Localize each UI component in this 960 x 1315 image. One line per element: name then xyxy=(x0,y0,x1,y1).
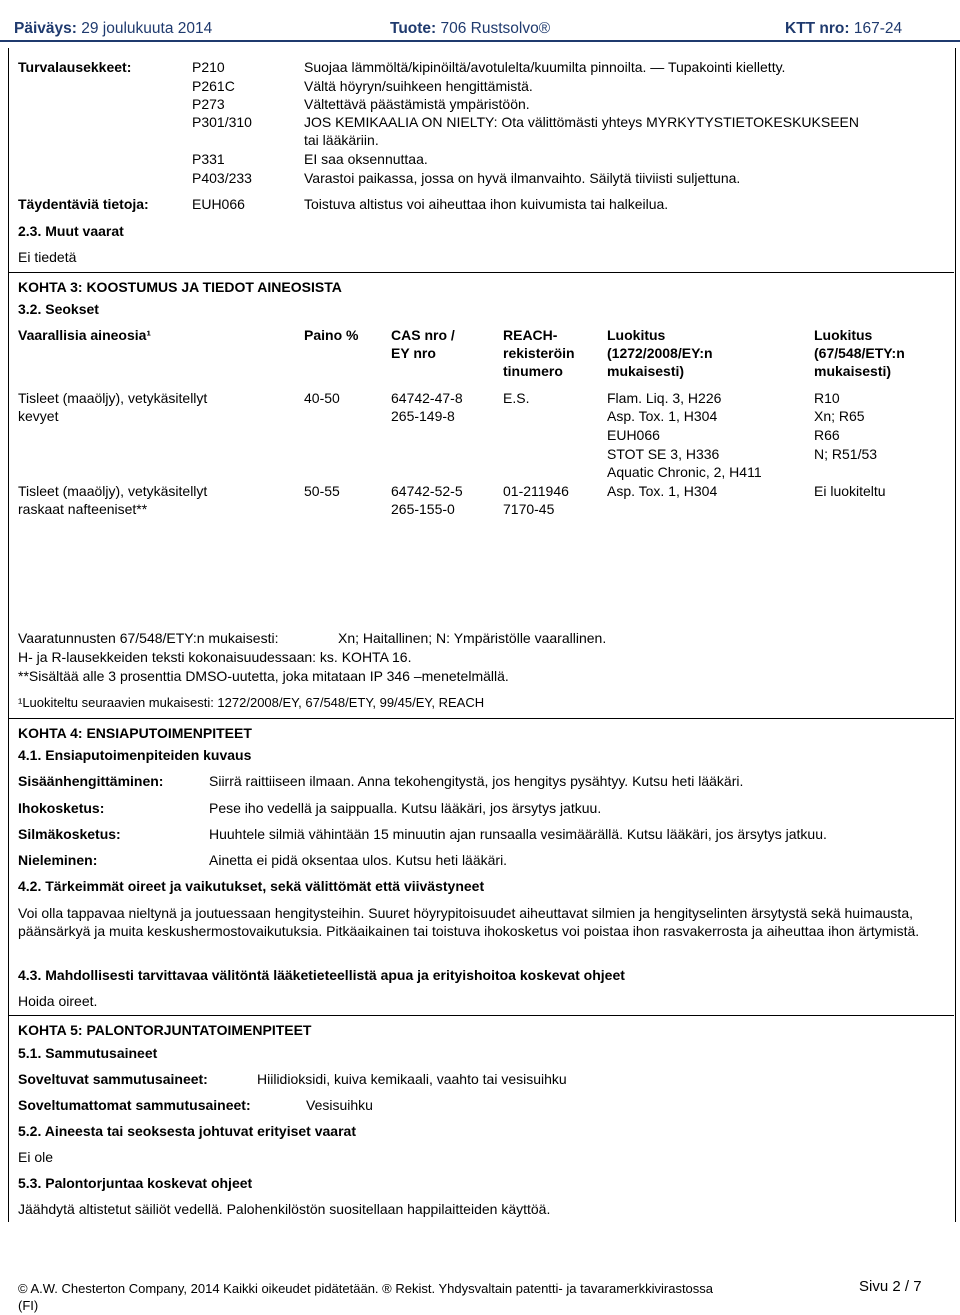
ktt-value: 167-24 xyxy=(853,20,903,37)
col-dsd-2: (67/548/ETY:n xyxy=(814,345,905,361)
unsuitable-media-text: Vesisuihku xyxy=(306,1097,373,1113)
row2-reach-1: 01-211946 xyxy=(503,483,569,499)
first-aid-label-1: Ihokosketus: xyxy=(18,800,105,816)
other-hazards-text: Ei tiedetä xyxy=(18,249,77,265)
row2-reach-2: 7170-45 xyxy=(503,501,555,517)
row1-clp-1: Flam. Liq. 3, H226 xyxy=(607,390,722,406)
supp-code: EUH066 xyxy=(192,196,245,212)
row1-dsd-3: R66 xyxy=(814,427,840,443)
row1-name-1: Tisleet (maaöljy), vetykäsitellyt xyxy=(18,390,208,406)
row1-clp-2: Asp. Tox. 1, H304 xyxy=(607,408,718,424)
row1-dsd-2: Xn; R65 xyxy=(814,408,865,424)
p-code-3: P301/310 xyxy=(192,114,252,130)
row2-cas: 64742-52-5 xyxy=(391,483,463,499)
firefighting-advice-text: Jäähdytä altistetut säiliöt vedellä. Palohenkilöstön suositellaan happilaitteiden käyttöä. xyxy=(18,1201,551,1217)
col-dsd-3: mukaisesti) xyxy=(814,363,892,379)
product-value: 706 Rustsolvo® xyxy=(440,20,551,37)
row2-clp-1: Asp. Tox. 1, H304 xyxy=(607,483,718,499)
date-value: 29 joulukuuta 2014 xyxy=(81,20,213,37)
row1-name-2: kevyet xyxy=(18,408,59,424)
p-text-6: Varastoi paikassa, jossa on hyvä ilmanvaihto. Säilytä tiiviisti suljettuna. xyxy=(304,170,741,186)
row2-weight: 50-55 xyxy=(304,483,340,499)
section5-sub1: 5.1. Sammutusaineet xyxy=(18,1045,158,1061)
first-aid-text-2: Huuhtele silmiä vähintään 15 minuutin ajan runsaalla vesimäärällä. Kutsu lääkäri, jos ärsytys jatkuu. xyxy=(209,826,827,842)
note-1-label: Vaaratunnusten 67/548/ETY:n mukaisesti: xyxy=(18,630,279,646)
col-dsd-1: Luokitus xyxy=(814,327,873,343)
row1-clp-3: EUH066 xyxy=(607,427,660,443)
section4-sub3: 4.3. Mahdollisesti tarvittavaa välitöntä lääketieteellistä apua ja erityishoitoa koskevat ohjeet xyxy=(18,967,625,983)
row1-weight: 40-50 xyxy=(304,390,340,406)
note-2: H- ja R-lausekkeiden teksti kokonaisuudessaan: ks. KOHTA 16. xyxy=(18,649,412,665)
row1-clp-5: Aquatic Chronic, 2, H411 xyxy=(607,464,762,480)
p-code-5: P331 xyxy=(192,151,225,167)
section5-rule xyxy=(9,1015,954,1016)
header-product xyxy=(390,20,550,38)
p-text-2: Vältettävä päästämistä ympäristöön. xyxy=(304,96,530,112)
p-code-6: P403/233 xyxy=(192,170,252,186)
p-code-2: P273 xyxy=(192,96,225,112)
section4-sub1: 4.1. Ensiaputoimenpiteiden kuvaus xyxy=(18,747,252,763)
header-rule xyxy=(0,40,960,42)
row1-dsd-1: R10 xyxy=(814,390,840,406)
suitable-media-label: Soveltuvat sammutusaineet: xyxy=(18,1071,208,1087)
p-text-4: tai lääkäriin. xyxy=(304,132,379,148)
other-hazards-title: 2.3. Muut vaarat xyxy=(18,223,124,239)
section3-title: KOHTA 3: KOOSTUMUS JA TIEDOT AINEOSISTA xyxy=(18,279,342,295)
section4-title: KOHTA 4: ENSIAPUTOIMENPITEET xyxy=(18,725,252,741)
p-text-5: EI saa oksennuttaa. xyxy=(304,151,428,167)
first-aid-label-3: Nieleminen: xyxy=(18,852,98,868)
first-aid-text-3: Ainetta ei pidä oksentaa ulos. Kutsu heti lääkäri. xyxy=(209,852,508,868)
section5-title: KOHTA 5: PALONTORJUNTATOIMENPITEET xyxy=(18,1022,312,1038)
p-text-1: Vältä höyryn/suihkeen hengittämistä. xyxy=(304,78,533,94)
note-1-text: Xn; Haitallinen; N: Ympäristölle vaarallinen. xyxy=(338,630,607,646)
special-hazards-text: Ei ole xyxy=(18,1149,54,1165)
row1-dsd-4: N; R51/53 xyxy=(814,446,878,462)
section5-sub3: 5.3. Palontorjuntaa koskevat ohjeet xyxy=(18,1175,253,1191)
col-cas-1: CAS nro / xyxy=(391,327,455,343)
p-code-1: P261C xyxy=(192,78,235,94)
ktt-label: KTT nro: xyxy=(785,20,850,37)
col-reach-1: REACH- xyxy=(503,327,558,343)
p-code-0: P210 xyxy=(192,59,225,75)
row2-dsd-1: Ei luokiteltu xyxy=(814,483,886,499)
p-text-3: JOS KEMIKAALIA ON NIELTY: Ota välittömästi yhteys MYRKYTYSTIETOKESKUKSEEN xyxy=(304,114,859,130)
row1-clp-4: STOT SE 3, H336 xyxy=(607,446,720,462)
col-weight: Paino % xyxy=(304,327,359,343)
section4-sub2: 4.2. Tärkeimmät oireet ja vaikutukset, sekä välittömät että viivästyneet xyxy=(18,878,485,894)
header-ktt xyxy=(785,20,902,38)
note-4: ¹Luokiteltu seuraavien mukaisesti: 1272/2008/EY, 67/548/ETY, 99/45/EY, REACH xyxy=(18,695,485,710)
supp-label: Täydentäviä tietoja: xyxy=(18,196,149,212)
first-aid-label-2: Silmäkosketus: xyxy=(18,826,121,842)
note-3: **Sisältää alle 3 prosenttia DMSO-uutetta, joka mitataan IP 346 –menetelmällä. xyxy=(18,668,509,684)
section3-sub: 3.2. Seokset xyxy=(18,301,99,317)
first-aid-text-0: Siirrä raittiiseen ilmaan. Anna tekohengitystä, jos hengitys pysähtyy. Kutsu heti lääkäri. xyxy=(209,773,744,789)
col-reach-2: rekisteröin xyxy=(503,345,575,361)
col-cas-2: EY nro xyxy=(391,345,436,361)
p-text-0: Suojaa lämmöltä/kipinöiltä/avotulelta/kuumilta pinnoilta. — Tupakointi kielletty. xyxy=(304,59,786,75)
header-date xyxy=(14,20,212,38)
footer-lang: (FI) xyxy=(18,1298,39,1313)
care-text: Hoida oireet. xyxy=(18,993,98,1009)
col-clp-1: Luokitus xyxy=(607,327,666,343)
col-clp-2: (1272/2008/EY:n xyxy=(607,345,713,361)
product-label: Tuote: xyxy=(390,20,437,37)
date-label: Päiväys: xyxy=(14,20,77,37)
supp-text: Toistuva altistus voi aiheuttaa ihon kuivumista tai halkeilua. xyxy=(304,196,669,212)
footer-copyright: © A.W. Chesterton Company, 2014 Kaikki oikeudet pidätetään. ® Rekist. Yhdysvaltain patentti- ja tavaramerkkivirastossa xyxy=(18,1281,714,1296)
safety-label: Turvalausekkeet: xyxy=(18,59,132,75)
symptoms-text: Voi olla tappavaa nieltynä ja joutuessaan hengitysteihin. Suuret höyrypitoisuudet aiheuttavat silmien ja hengityselinten ärsytystä sekä huimausta, päänsärkyä ja muita keskushermostovaikutuksia. Pitkäaikainen tai toistuva ihokosketus voi poistaa ihon rasvakerrosta ja aiheuttaa ihon ärtymistä. xyxy=(18,905,920,939)
row2-name-2: raskaat nafteeniset** xyxy=(18,501,148,517)
row1-ec: 265-149-8 xyxy=(391,408,455,424)
col-name: Vaarallisia aineosia¹ xyxy=(18,327,152,343)
col-reach-3: tinumero xyxy=(503,363,563,379)
section3-rule xyxy=(9,272,954,273)
section5-sub2: 5.2. Aineesta tai seoksesta johtuvat erityiset vaarat xyxy=(18,1123,356,1139)
suitable-media-text: Hiilidioksidi, kuiva kemikaali, vaahto tai vesisuihku xyxy=(257,1071,567,1087)
first-aid-label-0: Sisäänhengittäminen: xyxy=(18,773,164,789)
footer-page-number: Sivu 2 / 7 xyxy=(859,1278,922,1295)
section4-rule xyxy=(9,718,954,719)
unsuitable-media-label: Soveltumattomat sammutusaineet: xyxy=(18,1097,251,1113)
row2-ec: 265-155-0 xyxy=(391,501,455,517)
row1-reach: E.S. xyxy=(503,390,530,406)
first-aid-text-1: Pese iho vedellä ja saippualla. Kutsu lääkäri, jos ärsytys jatkuu. xyxy=(209,800,602,816)
row2-name-1: Tisleet (maaöljy), vetykäsitellyt xyxy=(18,483,208,499)
col-clp-3: mukaisesti) xyxy=(607,363,685,379)
row1-cas: 64742-47-8 xyxy=(391,390,463,406)
